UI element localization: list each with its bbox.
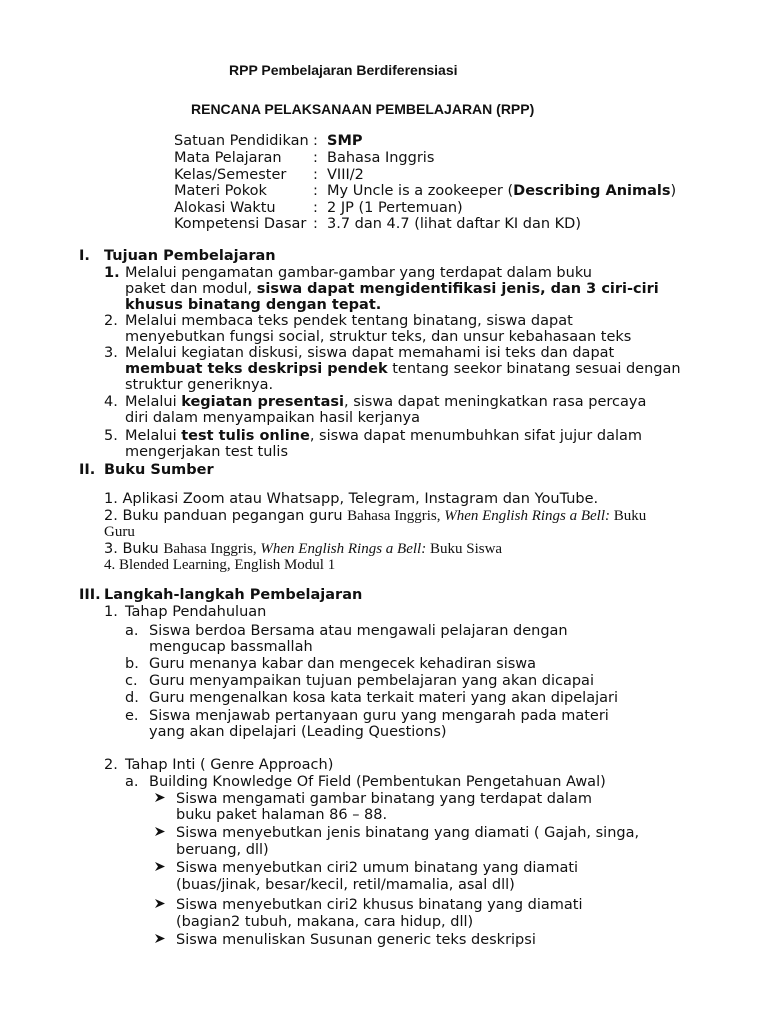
- section-number: I.: [79, 248, 90, 264]
- list-letter: d.: [125, 690, 139, 706]
- list-number: 1.: [104, 265, 120, 281]
- identity-colon: :: [313, 133, 318, 149]
- stage-title: Tahap Pendahuluan: [125, 604, 267, 620]
- list-letter: c.: [125, 673, 138, 689]
- identity-colon: :: [313, 200, 318, 216]
- arrow-bullet-icon: [154, 860, 167, 878]
- bold-text: test tulis online: [181, 428, 310, 444]
- identity-colon: :: [313, 183, 318, 199]
- list-item-text: beruang, dll): [176, 842, 269, 858]
- list-number: 3.: [104, 345, 118, 361]
- book-title: When English Rings a Bell:: [444, 508, 611, 524]
- identity-value: VIII/2: [327, 167, 364, 183]
- bold-text: membuat teks deskripsi pendek: [125, 361, 388, 377]
- list-letter: a.: [125, 623, 139, 639]
- list-item-text: Melalui membaca teks pendek tentang binatang, siswa dapat: [125, 313, 573, 329]
- list-letter: a.: [125, 774, 139, 790]
- identity-value: 2 JP (1 Pertemuan): [327, 200, 463, 216]
- list-item-text: mengerjakan test tulis: [125, 444, 289, 460]
- list-item-text: (bagian2 tubuh, makana, cara hidup, dll): [176, 914, 474, 930]
- identity-label: Satuan Pendidikan: [174, 133, 309, 149]
- list-item-text: Siswa berdoa Bersama atau mengawali pelajaran dengan: [149, 623, 568, 639]
- list-item-text: Siswa menuliskan Susunan generic teks deskripsi: [176, 932, 536, 948]
- list-item-text: Guru menyampaikan tujuan pembelajaran yang akan dicapai: [149, 673, 594, 689]
- identity-colon: :: [313, 150, 318, 166]
- text-run: 3. Buku: [104, 541, 164, 557]
- source-item-continued: Guru: [104, 524, 135, 540]
- book-title: When English Rings a Bell:: [260, 541, 427, 557]
- list-item-text: Siswa mengamati gambar binatang yang terdapat dalam: [176, 791, 592, 807]
- list-item-text: buku paket halaman 86 – 88.: [176, 807, 388, 823]
- text-run: Melalui: [125, 428, 182, 444]
- identity-value: 3.7 dan 4.7 (lihat daftar KI dan KD): [327, 216, 582, 232]
- list-item-text: mengucap bassmallah: [149, 639, 313, 655]
- list-item-text: [125, 361, 681, 378]
- source-item: 4. Blended Learning, English Modul 1: [104, 557, 336, 573]
- source-item: [104, 508, 646, 525]
- bold-text: kegiatan presentasi: [181, 394, 344, 410]
- list-item-text: [125, 394, 646, 411]
- document-type-heading: RPP Pembelajaran Berdiferensiasi: [229, 62, 458, 78]
- list-number: 2.: [104, 313, 118, 329]
- list-item-text: [125, 428, 642, 445]
- serif-text: Buku Siswa: [426, 541, 503, 557]
- identity-colon: :: [313, 167, 318, 183]
- bold-text: siswa dapat mengidentifikasi jenis, dan 3 ciri-ciri: [256, 281, 659, 297]
- identity-colon: :: [313, 216, 318, 232]
- text-run: , siswa dapat meningkatkan rasa percaya: [343, 394, 647, 410]
- list-item-text: Guru menanya kabar dan mengecek kehadiran siswa: [149, 656, 537, 672]
- identity-label: Alokasi Waktu: [174, 200, 276, 216]
- identity-value: [327, 183, 676, 200]
- list-item-text: (buas/jinak, besar/kecil, retil/mamalia, asal dll): [176, 877, 515, 893]
- list-item-text: [125, 281, 659, 298]
- section-heading: Tujuan Pembelajaran: [104, 248, 276, 264]
- list-item-text: Siswa menyebutkan ciri2 khusus binatang yang diamati: [176, 897, 583, 913]
- stage-title: Tahap Inti ( Genre Approach): [125, 757, 334, 773]
- section-number: II.: [79, 462, 96, 478]
- identity-label: Kompetensi Dasar: [174, 216, 307, 232]
- list-number: 4.: [104, 394, 118, 410]
- identity-label: Materi Pokok: [174, 183, 267, 199]
- source-item: [104, 541, 502, 558]
- document-title: RENCANA PELAKSANAAN PEMBELAJARAN (RPP): [191, 101, 535, 117]
- identity-label: Kelas/Semester: [174, 167, 287, 183]
- list-number: 5.: [104, 428, 118, 444]
- list-letter: b.: [125, 656, 139, 672]
- list-item-text: Melalui pengamatan gambar-gambar yang terdapat dalam buku: [125, 265, 592, 281]
- section-number: III.: [79, 587, 101, 603]
- arrow-bullet-icon: [154, 791, 167, 809]
- list-item-text: yang akan dipelajari (Leading Questions): [149, 724, 447, 740]
- identity-value: Bahasa Inggris: [327, 150, 435, 166]
- list-item-text: Siswa menyebutkan ciri2 umum binatang yang diamati: [176, 860, 579, 876]
- arrow-bullet-icon: [154, 897, 167, 915]
- identity-label: Mata Pelajaran: [174, 150, 282, 166]
- list-item-text: Guru mengenalkan kosa kata terkait materi yang akan dipelajari: [149, 690, 618, 706]
- stage-number: 2.: [104, 757, 118, 773]
- text-run: Melalui: [125, 394, 182, 410]
- list-item-text: Melalui kegiatan diskusi, siswa dapat memahami isi teks dan dapat: [125, 345, 615, 361]
- sub-stage-title: Building Knowledge Of Field (Pembentukan Pengetahuan Awal): [149, 774, 606, 790]
- list-letter: e.: [125, 708, 139, 724]
- text-run: 2. Buku panduan pegangan guru: [104, 508, 348, 524]
- section-heading: Langkah-langkah Pembelajaran: [104, 587, 363, 603]
- list-item-text: menyebutkan fungsi social, struktur teks, dan unsur kebahasaan teks: [125, 329, 632, 345]
- list-item-text: Siswa menjawab pertanyaan guru yang mengarah pada materi: [149, 708, 609, 724]
- serif-text: Bahasa Inggris,: [347, 508, 445, 524]
- text-run: , siswa dapat menumbuhkan sifat jujur dalam: [309, 428, 642, 444]
- text-run: tentang seekor binatang sesuai dengan: [387, 361, 681, 377]
- identity-value-text: ): [670, 183, 677, 199]
- source-item: 1. Aplikasi Zoom atau Whatsapp, Telegram, Instagram dan YouTube.: [104, 491, 599, 507]
- text-run: paket dan modul,: [125, 281, 257, 297]
- arrow-bullet-icon: [154, 932, 167, 950]
- section-heading: Buku Sumber: [104, 462, 214, 478]
- identity-value-text: My Uncle is a zookeeper (: [327, 183, 514, 199]
- serif-text: Buku: [610, 508, 647, 524]
- list-item-text: struktur generiknya.: [125, 377, 274, 393]
- list-item-text: khusus binatang dengan tepat.: [125, 297, 382, 313]
- arrow-bullet-icon: [154, 825, 167, 843]
- list-item-text: Siswa menyebutkan jenis binatang yang diamati ( Gajah, singa,: [176, 825, 640, 841]
- list-item-text: diri dalam menyampaikan hasil kerjanya: [125, 410, 420, 426]
- serif-text: Bahasa Inggris,: [163, 541, 261, 557]
- identity-value: SMP: [327, 133, 363, 149]
- identity-value-bold: Describing Animals: [513, 183, 671, 199]
- stage-number: 1.: [104, 604, 118, 620]
